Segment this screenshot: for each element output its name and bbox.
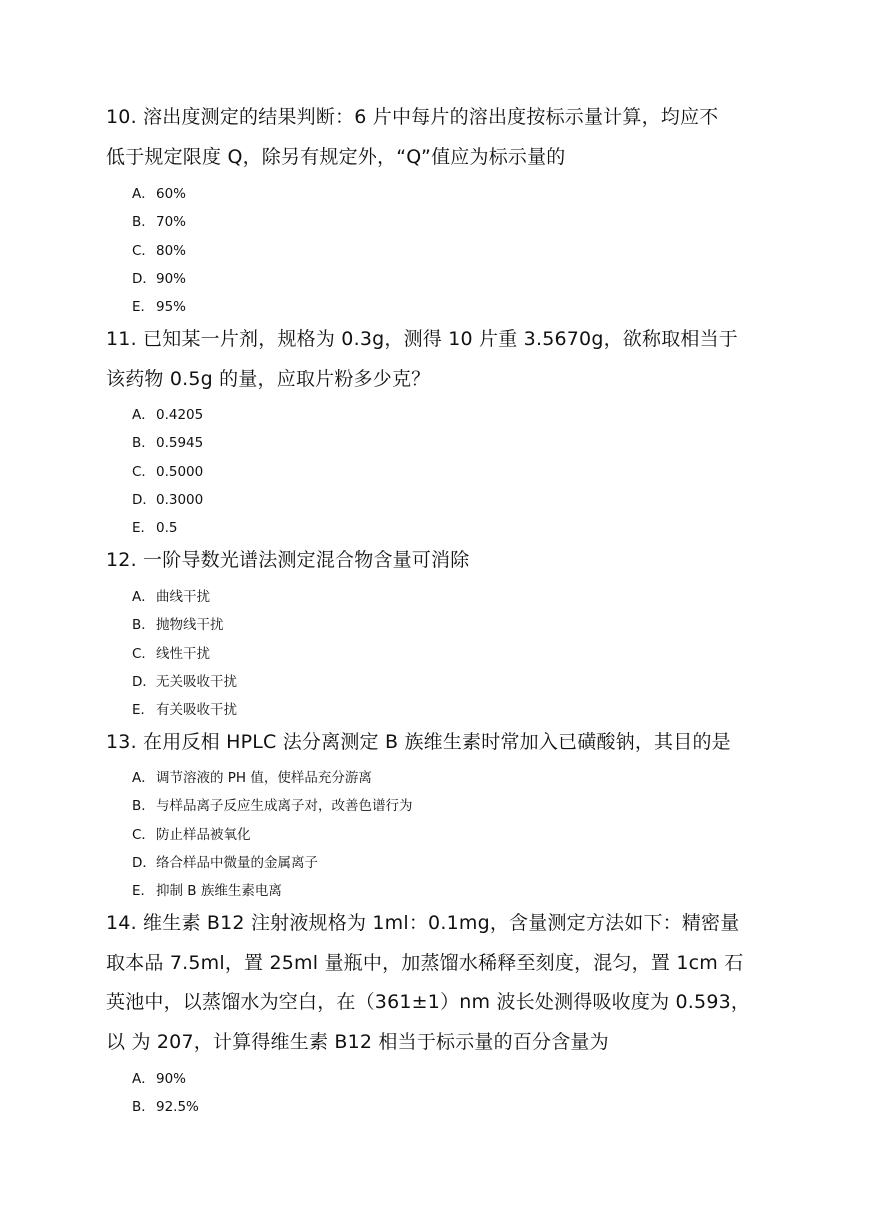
question-stem-line: 取本品 7.5ml，置 25ml 量瓶中，加蒸馏水稀释至刻度，混匀，置 1cm 石 bbox=[106, 951, 744, 974]
option-text: 0.4205 bbox=[156, 407, 204, 423]
option-a bbox=[132, 401, 772, 429]
option-text: 调节溶液的 PH 值，使样品充分游离 bbox=[156, 770, 372, 786]
option-e bbox=[132, 514, 772, 542]
option-text: 与样品离子反应生成离子对，改善色谱行为 bbox=[156, 798, 413, 815]
option-text: 90% bbox=[156, 1071, 187, 1087]
option-e bbox=[132, 877, 772, 905]
option-letter: D． bbox=[132, 673, 156, 690]
option-letter: B． bbox=[132, 435, 155, 452]
option-b bbox=[132, 429, 772, 457]
option-letter: E． bbox=[132, 520, 155, 537]
option-c bbox=[132, 458, 772, 486]
question-11-options bbox=[132, 401, 772, 542]
question-stem-line: 低于规定限度 Q，除另有规定外，“Q”值应为标示量的 bbox=[106, 145, 566, 168]
option-a bbox=[132, 583, 772, 611]
question-stem-line: 12. 一阶导数光谱法测定混合物含量可消除 bbox=[106, 549, 470, 571]
question-stem-line: 13. 在用反相 HPLC 法分离测定 B 族维生素时常加入已磺酸钠，其目的是 bbox=[106, 731, 731, 753]
option-letter: B． bbox=[132, 617, 155, 634]
question-stem-line: 英池中，以蒸馏水为空白，在（361±1）nm 波长处测得吸收度为 0.593， bbox=[106, 991, 751, 1013]
option-b bbox=[132, 208, 772, 236]
option-c bbox=[132, 640, 772, 668]
option-letter: A． bbox=[132, 589, 155, 605]
option-text: 络合样品中微量的金属离子 bbox=[156, 854, 318, 871]
option-letter: E． bbox=[132, 299, 155, 316]
option-letter: D． bbox=[132, 854, 156, 871]
option-b bbox=[132, 611, 772, 639]
option-a bbox=[132, 1065, 772, 1093]
question-12-options bbox=[132, 583, 772, 724]
question-14-stem bbox=[106, 904, 766, 1062]
option-d bbox=[132, 486, 772, 514]
option-text: 无关吸收干扰 bbox=[156, 673, 237, 690]
question-13-stem bbox=[106, 723, 766, 763]
question-14-options bbox=[132, 1065, 772, 1122]
option-letter: D． bbox=[132, 270, 156, 287]
question-stem-line: 14. 维生素 B12 注射液规格为 1ml：0.1mg，含量测定方法如下：精密量 bbox=[106, 912, 740, 934]
question-13-options bbox=[132, 764, 772, 905]
option-text: 60% bbox=[156, 186, 187, 202]
option-text: 0.5945 bbox=[156, 435, 204, 452]
option-letter: B． bbox=[132, 1099, 155, 1116]
question-stem-line: 10. 溶出度测定的结果判断：6 片中每片的溶出度按标示量计算，均应不 bbox=[106, 106, 719, 128]
question-stem-line: 以 为 207，计算得维生素 B12 相当于标示量的百分含量为 bbox=[106, 1030, 609, 1053]
option-letter: E． bbox=[132, 883, 155, 900]
option-letter: C． bbox=[132, 463, 155, 480]
option-text: 有关吸收干扰 bbox=[156, 702, 237, 719]
option-b bbox=[132, 1093, 772, 1121]
option-letter: A． bbox=[132, 186, 155, 202]
option-d bbox=[132, 668, 772, 696]
option-text: 90% bbox=[156, 270, 187, 287]
option-letter: E． bbox=[132, 702, 155, 719]
option-text: 抛物线干扰 bbox=[156, 617, 224, 634]
option-e bbox=[132, 293, 772, 321]
option-letter: A． bbox=[132, 770, 155, 786]
option-text: 92.5% bbox=[156, 1099, 199, 1116]
question-stem-line: 11. 已知某一片剂，规格为 0.3g，测得 10 片重 3.5670g，欲称取相当于 bbox=[106, 328, 739, 350]
option-a bbox=[132, 180, 772, 208]
option-letter: A． bbox=[132, 407, 155, 423]
option-letter: B． bbox=[132, 798, 155, 815]
option-d bbox=[132, 265, 772, 293]
option-text: 0.5 bbox=[156, 520, 178, 537]
option-text: 80% bbox=[156, 242, 187, 259]
option-text: 曲线干扰 bbox=[156, 589, 210, 605]
option-text: 70% bbox=[156, 214, 187, 231]
option-text: 防止样品被氧化 bbox=[156, 826, 251, 843]
question-12-stem bbox=[106, 541, 766, 581]
question-stem-line: 该药物 0.5g 的量，应取片粉多少克？ bbox=[106, 367, 431, 390]
option-letter: B． bbox=[132, 214, 155, 231]
option-letter: C． bbox=[132, 645, 155, 662]
question-10-options bbox=[132, 180, 772, 321]
question-10-stem bbox=[106, 98, 766, 177]
option-a bbox=[132, 764, 772, 792]
option-text: 0.3000 bbox=[156, 491, 204, 508]
option-e bbox=[132, 696, 772, 724]
option-d bbox=[132, 849, 772, 877]
option-letter: C． bbox=[132, 242, 155, 259]
option-b bbox=[132, 792, 772, 820]
option-text: 0.5000 bbox=[156, 463, 204, 480]
option-c bbox=[132, 821, 772, 849]
option-text: 抑制 B 族维生素电离 bbox=[156, 883, 282, 900]
option-letter: A． bbox=[132, 1071, 155, 1087]
option-text: 线性干扰 bbox=[156, 645, 210, 662]
option-letter: D． bbox=[132, 491, 156, 508]
question-11-stem bbox=[106, 320, 766, 399]
option-text: 95% bbox=[156, 299, 187, 316]
option-c bbox=[132, 237, 772, 265]
option-letter: C． bbox=[132, 826, 155, 843]
